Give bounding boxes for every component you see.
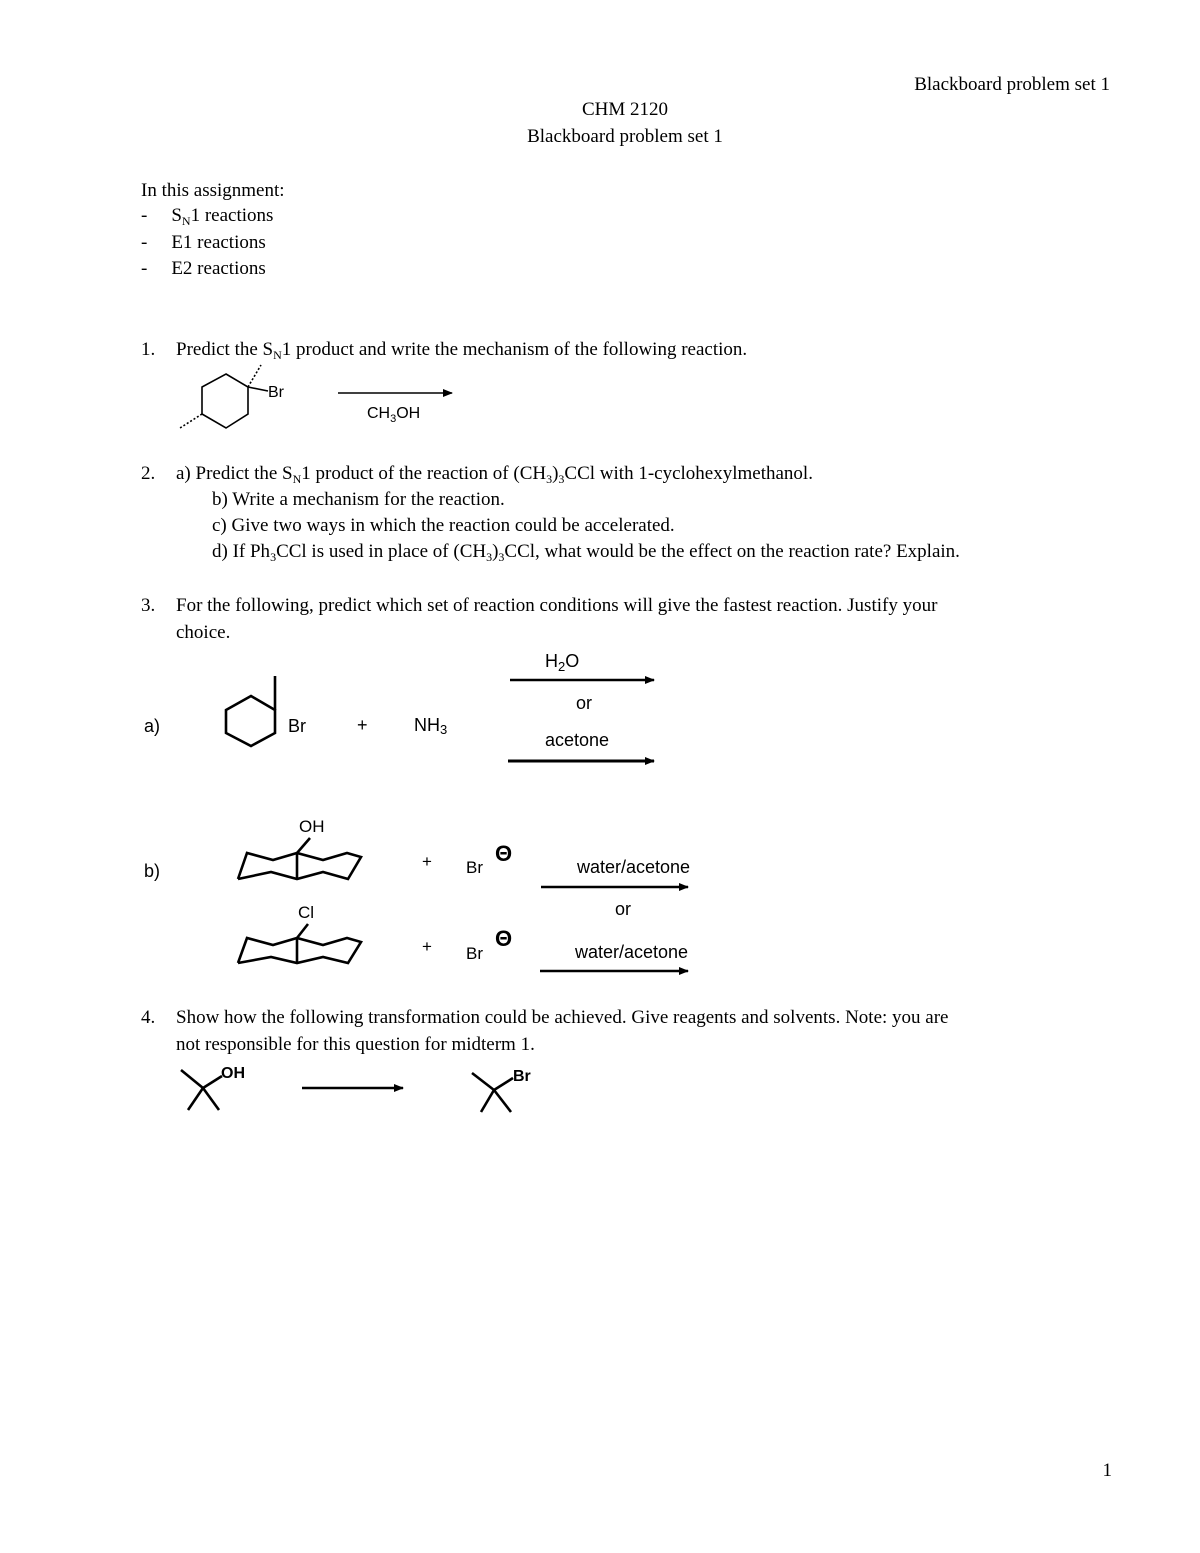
topic-item: - E2 reactions: [141, 258, 266, 279]
q3b-label: b): [144, 861, 161, 881]
q4-start-group: OH: [221, 1065, 245, 1082]
q3a-plus: +: [357, 715, 368, 735]
page-number: 1: [1102, 1460, 1112, 1481]
question-2a: a) Predict the $S_N1$ product of the reaction of $(CH_3)_3CCl$ with 1-cyclohexylmethanol.: [176, 463, 813, 486]
course-code: CHM 2120: [581, 99, 669, 120]
intro-lead: In this assignment:: [141, 180, 285, 201]
q3a-substituent: Br: [288, 716, 306, 736]
q3b-solvent-1: water/acetone: [577, 857, 691, 877]
q3b-nucleophile-1: Br: [466, 858, 483, 877]
q3a-nucleophile: NH3: [414, 715, 448, 737]
question-1-text: Predict the $S_N1$ product and write the mechanism of the following reaction.: [176, 339, 748, 362]
question-1-number: 1.: [141, 339, 156, 360]
q3b-charge-1: Θ: [495, 841, 513, 866]
q3b-decalol-structure: [238, 838, 361, 879]
question-4-text-line1: Show how the following transformation could be achieved. Give reagents and solvents. Note: you are: [176, 1007, 949, 1028]
q3b-solvent-2: water/acetone: [575, 942, 689, 962]
question-4-text-line2: not responsible for this question for midterm 1.: [176, 1034, 535, 1055]
topic-item: - E1 reactions: [141, 232, 266, 253]
q3a-methylcyclohexyl-bromide: [226, 676, 275, 746]
running-header: Blackboard problem set 1: [914, 74, 1110, 95]
q3a-solvent2: acetone: [545, 730, 610, 750]
q3a-solvent1: $H_2O$: [545, 651, 580, 674]
q3b-charge-2: Θ: [495, 926, 513, 951]
topic-item: - $S_N1$ reactions: [141, 205, 274, 228]
q4-end-group: Br: [513, 1068, 531, 1085]
question-3-text-line2: choice.: [176, 622, 231, 643]
q4-tert-butyl-bromide-structure: [472, 1073, 513, 1112]
page-title: Blackboard problem set 1: [527, 126, 723, 147]
question-2c: c) Give two ways in which the reaction could be accelerated.: [212, 515, 675, 536]
question-3-text-line1: For the following, predict which set of reaction conditions will give the fastest reaction. Justify your: [176, 595, 938, 616]
q3a-label: a): [144, 716, 161, 736]
q3b-group1: OH: [299, 817, 325, 836]
q3b-plus-1: +: [422, 852, 432, 871]
q3a-or: or: [576, 693, 593, 713]
q3b-or: or: [615, 899, 632, 919]
question-2d: d) If $Ph_3CCl$ is used in place of $(CH_3)_3CCl$, what would be the effect on the reaction rate? Explain.: [212, 541, 960, 564]
q3b-decalyl-chloride-structure: [238, 924, 361, 963]
question-4-number: 4.: [141, 1007, 156, 1028]
q3b-nucleophile-2: Br: [466, 944, 483, 963]
q1-reagent-label: $CH_3OH$: [367, 405, 421, 425]
question-2-number: 2.: [141, 463, 156, 484]
question-2b: b) Write a mechanism for the reaction.: [212, 489, 505, 510]
q1-cyclohexane-structure: [180, 365, 268, 428]
q1-substituent-label: Br: [268, 384, 284, 401]
q3b-group2: Cl: [298, 903, 315, 922]
q3b-plus-2: +: [422, 937, 432, 956]
q4-tert-butanol-structure: [181, 1070, 222, 1110]
question-3-number: 3.: [141, 595, 156, 616]
